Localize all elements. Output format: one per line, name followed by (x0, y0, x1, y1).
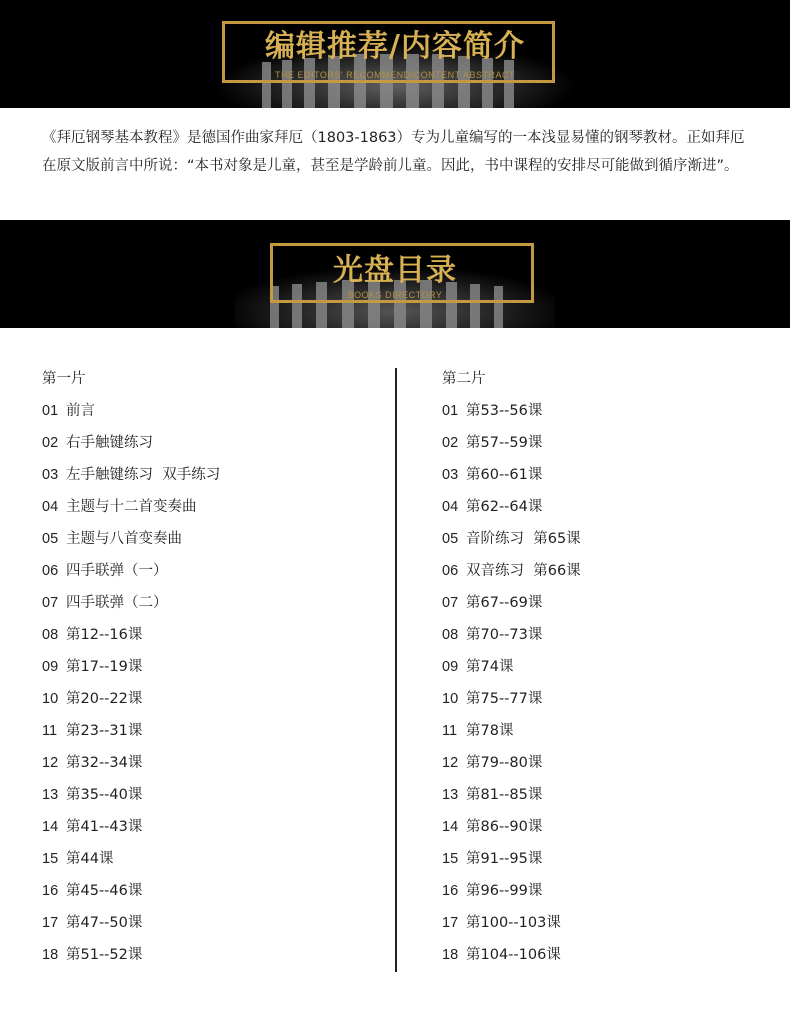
intro-paragraph: 《拜厄钢琴基本教程》是德国作曲家拜厄（1803-1863）专为儿童编写的一本浅显易懂的钢琴教材。正如拜厄在原文版前言中所说：“本书对象是儿童，甚至是学龄前儿童。因此，书中课程的安排尽可能做到循序渐进”。 (42, 130, 745, 174)
entry-number: 10 (42, 691, 59, 707)
entry-number: 14 (42, 819, 59, 835)
entry-number: 03 (42, 467, 59, 483)
entry-title: 第44课 (66, 851, 114, 867)
banner-title: 光盘目录 (333, 253, 457, 288)
entry-title: 第23--31课 (66, 723, 143, 739)
directory-entry (42, 907, 220, 939)
column-divider (395, 368, 397, 972)
entry-title: 前言 (66, 403, 95, 419)
entry-number: 18 (442, 947, 459, 963)
directory-entry (42, 523, 220, 555)
entry-number: 02 (442, 435, 459, 451)
entry-title: 第62--64课 (466, 499, 543, 515)
entry-number: 06 (42, 563, 59, 579)
directory-entry (42, 747, 220, 779)
directory-entry (42, 939, 220, 971)
entry-number: 17 (42, 915, 59, 931)
directory-entry (442, 491, 581, 523)
entry-number: 09 (42, 659, 59, 675)
directory-entry (42, 683, 220, 715)
banner-subtitle: THE EDITORS' RECOMMEND/CONTENT ABSTRACT (275, 70, 515, 80)
entry-title: 主题与十二首变奏曲 (66, 499, 197, 515)
directory-entry (42, 715, 220, 747)
entry-number: 08 (442, 627, 459, 643)
entry-title: 第86--90课 (466, 819, 543, 835)
entry-title: 第51--52课 (66, 947, 143, 963)
editor-recommend-banner (0, 0, 790, 108)
entry-number: 04 (42, 499, 59, 515)
entry-number: 11 (42, 723, 58, 739)
directory-entry (442, 523, 581, 555)
entry-number: 09 (442, 659, 459, 675)
entry-title: 主题与八首变奏曲 (66, 531, 182, 547)
disc2-list (442, 363, 581, 971)
entry-title: 第96--99课 (466, 883, 543, 899)
entry-title: 第100--103课 (466, 915, 561, 931)
entry-number: 06 (442, 563, 459, 579)
entry-title: 第12--16课 (66, 627, 143, 643)
directory-entry (42, 779, 220, 811)
entry-title: 第78课 (466, 723, 514, 739)
directory-entry (442, 747, 581, 779)
entry-number: 07 (442, 595, 459, 611)
entry-number: 05 (42, 531, 59, 547)
directory-entry (442, 843, 581, 875)
directory-entry (442, 395, 581, 427)
directory-entry (442, 907, 581, 939)
entry-number: 12 (442, 755, 459, 771)
entry-title: 音阶练习 第65课 (466, 531, 581, 547)
entry-number: 15 (42, 851, 59, 867)
directory-entry (442, 587, 581, 619)
entry-title: 双音练习 第66课 (466, 563, 581, 579)
entry-title: 第35--40课 (66, 787, 143, 803)
entry-title: 第45--46课 (66, 883, 143, 899)
entry-number: 01 (42, 403, 59, 419)
disc2-heading: 第二片 (442, 371, 486, 387)
directory-entry (42, 459, 220, 491)
entry-title: 第67--69课 (466, 595, 543, 611)
entry-title: 第32--34课 (66, 755, 143, 771)
entry-number: 16 (442, 883, 459, 899)
entry-number: 07 (42, 595, 59, 611)
entry-title: 第41--43课 (66, 819, 143, 835)
directory-entry (442, 619, 581, 651)
directory-entry (442, 715, 581, 747)
entry-title: 右手触键练习 (66, 435, 153, 451)
entry-title: 第91--95课 (466, 851, 543, 867)
entry-number: 16 (42, 883, 59, 899)
entry-number: 01 (442, 403, 459, 419)
directory-entry (442, 939, 581, 971)
directory-entry (42, 619, 220, 651)
entry-title: 第70--73课 (466, 627, 543, 643)
entry-title: 四手联弹（一） (66, 563, 168, 579)
directory-entry (442, 427, 581, 459)
disc1-list (42, 363, 220, 971)
entry-number: 17 (442, 915, 459, 931)
entry-number: 10 (442, 691, 459, 707)
directory-entry (42, 811, 220, 843)
entry-title: 四手联弹（二） (66, 595, 168, 611)
directory-entry (442, 779, 581, 811)
entry-number: 05 (442, 531, 459, 547)
entry-title: 第20--22课 (66, 691, 143, 707)
directory-entry (42, 395, 220, 427)
entry-title: 第104--106课 (466, 947, 561, 963)
directory-entry (42, 491, 220, 523)
entry-number: 13 (442, 787, 459, 803)
banner-title: 编辑推荐/内容简介 (265, 29, 525, 64)
entry-number: 14 (442, 819, 459, 835)
directory-entry (442, 555, 581, 587)
entry-title: 第60--61课 (466, 467, 543, 483)
entry-number: 18 (42, 947, 59, 963)
directory-entry (42, 427, 220, 459)
entry-title: 第74课 (466, 659, 514, 675)
directory-entry (42, 555, 220, 587)
directory-entry (442, 459, 581, 491)
entry-number: 11 (442, 723, 458, 739)
entry-title: 第79--80课 (466, 755, 543, 771)
directory-entry (442, 651, 581, 683)
directory-entry (442, 875, 581, 907)
directory-entry (42, 875, 220, 907)
entry-number: 04 (442, 499, 459, 515)
entry-number: 15 (442, 851, 459, 867)
entry-number: 08 (42, 627, 59, 643)
directory-entry (442, 811, 581, 843)
entry-number: 13 (42, 787, 59, 803)
entry-number: 02 (42, 435, 59, 451)
directory-entry (42, 651, 220, 683)
entry-title: 左手触键练习 双手练习 (66, 467, 221, 483)
books-directory-banner (0, 220, 790, 328)
entry-number: 12 (42, 755, 59, 771)
directory-entry (42, 587, 220, 619)
disc1-heading: 第一片 (42, 371, 86, 387)
entry-number: 03 (442, 467, 459, 483)
entry-title: 第75--77课 (466, 691, 543, 707)
banner-subtitle: BOOKS DIRECTORY (347, 290, 443, 300)
entry-title: 第17--19课 (66, 659, 143, 675)
entry-title: 第57--59课 (466, 435, 543, 451)
directory-entry (42, 843, 220, 875)
directory-entry (442, 683, 581, 715)
entry-title: 第53--56课 (466, 403, 543, 419)
entry-title: 第81--85课 (466, 787, 543, 803)
entry-title: 第47--50课 (66, 915, 143, 931)
disc-directory (0, 328, 790, 1011)
